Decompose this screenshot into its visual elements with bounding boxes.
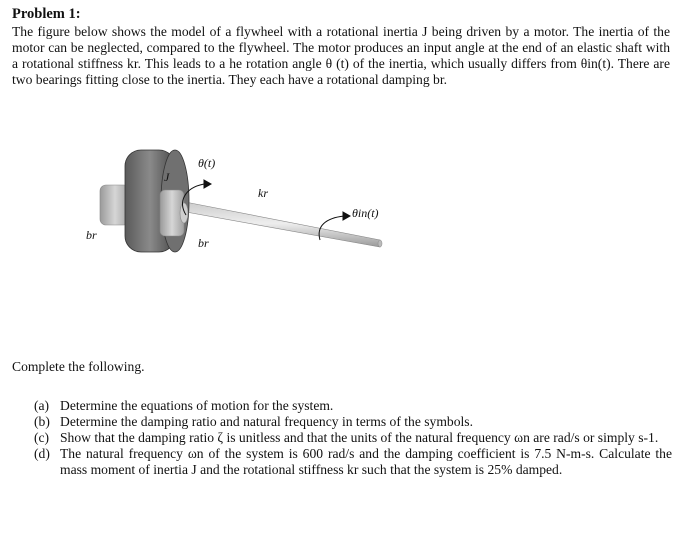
question-label: (c) — [34, 430, 50, 445]
complete-instruction: Complete the following. — [12, 359, 145, 374]
question-text: Determine the equations of motion for the system. — [60, 398, 334, 413]
question-b — [34, 414, 672, 430]
theta-label: θ(t) — [198, 156, 216, 170]
question-text: The natural frequency ωn of the system is 600 rad/s and the damping coefficient is 7.5 N-m-s. Calculate the mass moment of inertia J and the rotational stiffness kr such that the system is 25% damped. — [60, 446, 672, 477]
question-c — [34, 430, 672, 446]
question-text: Show that the damping ratio ζ is unitless and that the units of the natural frequency ωn are rad/s or simply s-1. — [60, 430, 659, 445]
question-d — [34, 446, 672, 478]
question-a — [34, 398, 672, 414]
inertia-j-label: J — [164, 170, 170, 184]
question-label: (a) — [34, 398, 50, 413]
flywheel-diagram — [80, 140, 440, 270]
question-label: (d) — [34, 446, 50, 461]
stiffness-kr-label: kr — [258, 186, 268, 200]
flywheel-figure — [80, 140, 440, 270]
question-label: (b) — [34, 414, 50, 429]
damping-br-bottom-label: br — [198, 236, 209, 250]
question-list — [34, 398, 672, 478]
problem-intro: The figure below shows the model of a flywheel with a rotational inertia J being driven by a motor. The inertia of the motor can be neglected, compared to the flywheel. The motor produces an input angle at the end of an elastic shaft with a rotational stiffness kr. This leads to a he rotation angle θ (t) of the inertia, which usually differs from θin(t). There are two bearings fitting close to the inertia. They each have a rotational damping br. — [12, 24, 670, 87]
theta-in-label: θin(t) — [352, 206, 379, 220]
question-text: Determine the damping ratio and natural frequency in terms of the symbols. — [60, 414, 473, 429]
problem-title: Problem 1: — [12, 6, 81, 22]
damping-br-left-label: br — [86, 228, 97, 242]
